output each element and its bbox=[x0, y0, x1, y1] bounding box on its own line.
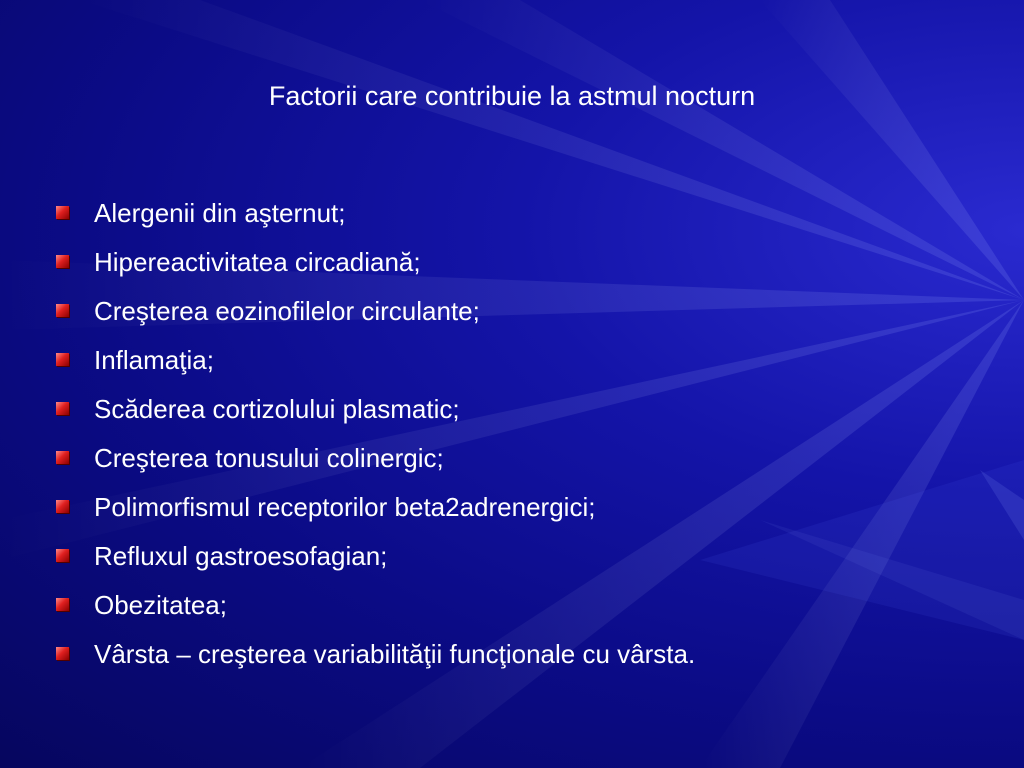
bullet-text: Polimorfismul receptorilor beta2adrenergici; bbox=[94, 491, 596, 522]
list-item bbox=[56, 629, 695, 678]
red-square-bullet-icon bbox=[56, 647, 69, 660]
list-item bbox=[56, 188, 695, 237]
bullet-text: Refluxul gastroesofagian; bbox=[94, 540, 388, 571]
list-item bbox=[56, 286, 695, 335]
list-item bbox=[56, 531, 695, 580]
bullet-text: Creşterea tonusului colinergic; bbox=[94, 442, 444, 473]
slide-title: Factorii care contribuie la astmul nocturn bbox=[268, 81, 756, 111]
red-square-bullet-icon bbox=[56, 500, 69, 513]
list-item bbox=[56, 433, 695, 482]
bullet-text: Inflamaţia; bbox=[94, 344, 214, 375]
red-square-bullet-icon bbox=[56, 353, 69, 366]
list-item bbox=[56, 482, 695, 531]
bullet-text: Hipereactivitatea circadiană; bbox=[94, 246, 421, 277]
bullet-list bbox=[56, 188, 695, 678]
bullet-text: Alergenii din aşternut; bbox=[94, 197, 346, 228]
red-square-bullet-icon bbox=[56, 549, 69, 562]
bullet-text: Scăderea cortizolului plasmatic; bbox=[94, 393, 460, 424]
red-square-bullet-icon bbox=[56, 255, 69, 268]
list-item bbox=[56, 237, 695, 286]
bullet-text: Creşterea eozinofilelor circulante; bbox=[94, 295, 480, 326]
bullet-text: Vârsta – creşterea variabilităţii funcţionale cu vârsta. bbox=[94, 638, 696, 669]
list-item bbox=[56, 384, 695, 433]
red-square-bullet-icon bbox=[56, 598, 69, 611]
bullet-text: Obezitatea; bbox=[94, 589, 227, 620]
red-square-bullet-icon bbox=[56, 206, 69, 219]
red-square-bullet-icon bbox=[56, 304, 69, 317]
list-item bbox=[56, 335, 695, 384]
list-item bbox=[56, 580, 695, 629]
red-square-bullet-icon bbox=[56, 451, 69, 464]
red-square-bullet-icon bbox=[56, 402, 69, 415]
